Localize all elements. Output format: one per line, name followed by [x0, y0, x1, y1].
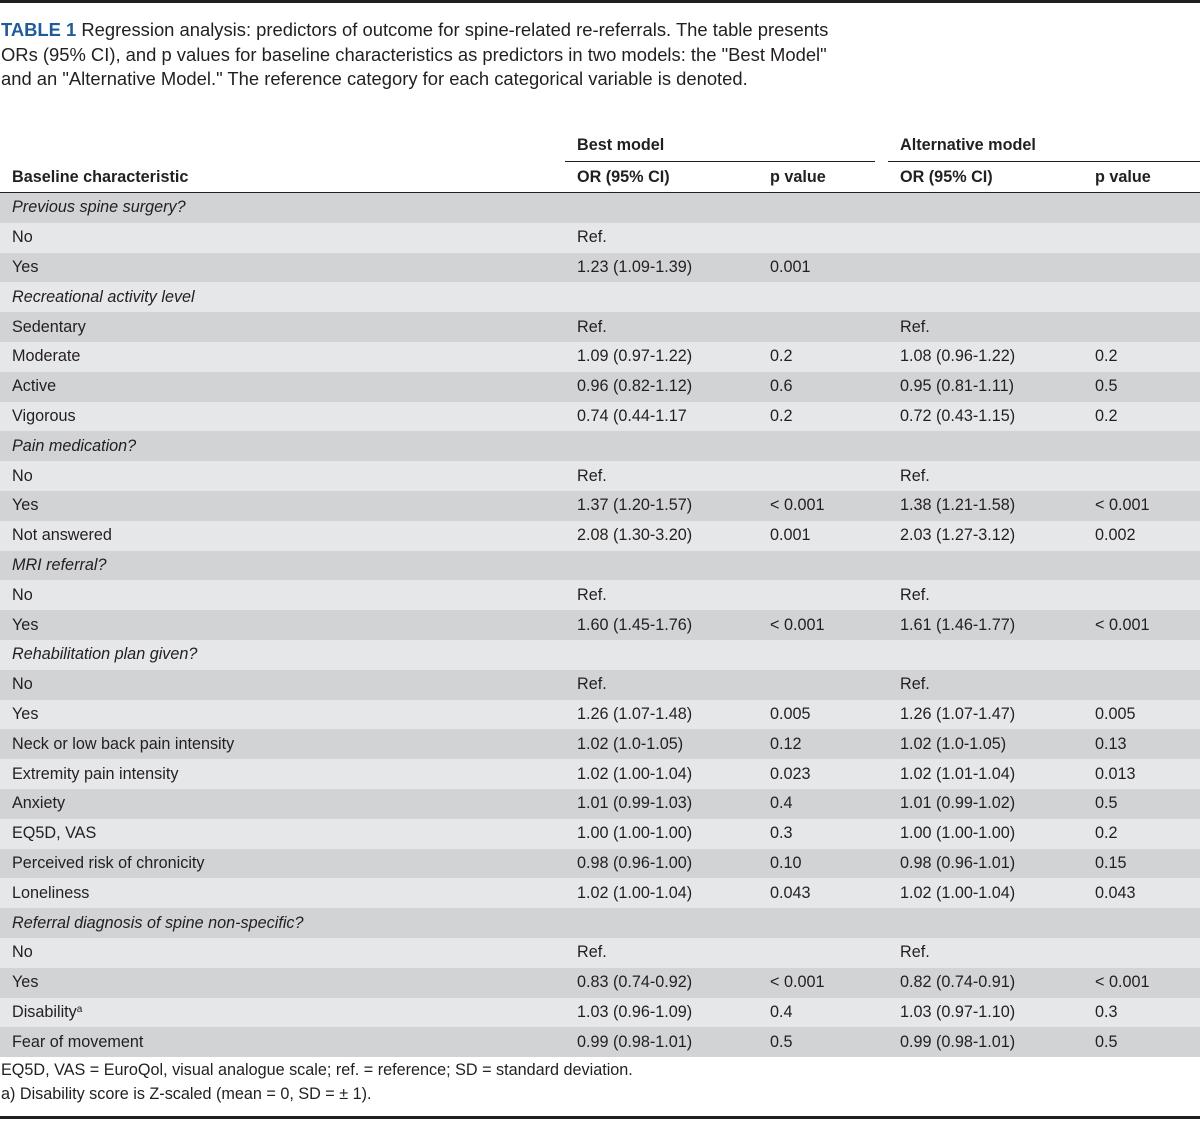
alt-p-cell: 0.5 — [1083, 372, 1200, 402]
row-label: Yes — [0, 968, 565, 998]
best-or-cell: Ref. — [565, 938, 758, 968]
row-label: Yes — [0, 253, 565, 283]
caption-label: TABLE 1 — [1, 19, 77, 40]
best-p-cell: < 0.001 — [758, 491, 888, 521]
alt-p-cell: 0.3 — [1083, 998, 1200, 1028]
alt-or-cell: Ref. — [888, 461, 1083, 491]
row-label: Anxiety — [0, 789, 565, 819]
alt-p-cell: 0.5 — [1083, 789, 1200, 819]
col-best-p: p value — [758, 162, 888, 193]
alt-or-cell: 1.08 (0.96-1.22) — [888, 342, 1083, 372]
alt-p-cell: < 0.001 — [1083, 610, 1200, 640]
row-label: Not answered — [0, 521, 565, 551]
best-p-cell: 0.6 — [758, 372, 888, 402]
alt-or-cell: 1.26 (1.07-1.47) — [888, 700, 1083, 730]
best-or-cell: Ref. — [565, 223, 758, 253]
best-p-cell: 0.001 — [758, 521, 888, 551]
best-p-cell — [758, 580, 888, 610]
table-footnotes — [1, 1058, 1196, 1106]
best-or-cell: 1.37 (1.20-1.57) — [565, 491, 758, 521]
best-p-cell: 0.043 — [758, 878, 888, 908]
best-or-cell: 0.98 (0.96-1.00) — [565, 849, 758, 879]
row-label: Pain medication? — [0, 431, 565, 461]
best-p-cell — [758, 193, 888, 223]
alt-or-cell: 0.72 (0.43-1.15) — [888, 402, 1083, 432]
best-or-cell: 0.99 (0.98-1.01) — [565, 1027, 758, 1057]
best-or-cell: 1.02 (1.00-1.04) — [565, 759, 758, 789]
alt-or-cell: 1.02 (1.0-1.05) — [888, 729, 1083, 759]
alt-or-cell — [888, 908, 1083, 938]
alt-or-cell: 1.01 (0.99-1.02) — [888, 789, 1083, 819]
table-row — [0, 759, 1200, 789]
section-row — [0, 431, 1200, 461]
best-or-cell: 0.83 (0.74-0.92) — [565, 968, 758, 998]
table-row — [0, 521, 1200, 551]
best-p-cell: 0.4 — [758, 998, 888, 1028]
alt-p-cell: 0.005 — [1083, 700, 1200, 730]
section-row — [0, 640, 1200, 670]
alternative-model-header: Alternative model — [888, 130, 1200, 162]
section-row — [0, 193, 1200, 223]
table-row — [0, 729, 1200, 759]
alt-or-cell: Ref. — [888, 938, 1083, 968]
row-label: Previous spine surgery? — [0, 193, 565, 223]
table-row — [0, 491, 1200, 521]
table-row — [0, 223, 1200, 253]
best-or-cell — [565, 431, 758, 461]
model-header-row — [0, 130, 1200, 162]
best-or-cell: 1.02 (1.0-1.05) — [565, 729, 758, 759]
row-label: No — [0, 938, 565, 968]
best-p-cell: 0.023 — [758, 759, 888, 789]
alt-p-cell — [1083, 640, 1200, 670]
best-or-cell: 2.08 (1.30-3.20) — [565, 521, 758, 551]
alt-p-cell — [1083, 908, 1200, 938]
best-p-cell: 0.4 — [758, 789, 888, 819]
footnote-disability: a) Disability score is Z-scaled (mean = 0, SD = ± 1). — [1, 1085, 372, 1103]
row-label: MRI referral? — [0, 551, 565, 581]
row-label: Recreational activity level — [0, 282, 565, 312]
alt-p-cell: 0.2 — [1083, 402, 1200, 432]
alt-p-cell — [1083, 670, 1200, 700]
best-p-cell — [758, 282, 888, 312]
best-or-cell: Ref. — [565, 580, 758, 610]
best-or-cell: Ref. — [565, 461, 758, 491]
best-p-cell: 0.2 — [758, 342, 888, 372]
table-caption — [1, 18, 831, 92]
best-p-cell: 0.10 — [758, 849, 888, 879]
alt-or-cell — [888, 551, 1083, 581]
best-or-cell: Ref. — [565, 670, 758, 700]
alt-p-cell: 0.15 — [1083, 849, 1200, 879]
row-label: Yes — [0, 491, 565, 521]
row-label: Disability$^a$ — [0, 998, 565, 1028]
alt-or-cell: 0.95 (0.81-1.11) — [888, 372, 1083, 402]
alt-or-cell — [888, 282, 1083, 312]
table-row — [0, 372, 1200, 402]
alt-or-cell: Ref. — [888, 312, 1083, 342]
best-model-header: Best model — [565, 130, 888, 162]
alt-p-cell: 0.002 — [1083, 521, 1200, 551]
best-p-cell — [758, 312, 888, 342]
table-row — [0, 580, 1200, 610]
best-or-cell: 1.23 (1.09-1.39) — [565, 253, 758, 283]
alt-p-cell — [1083, 551, 1200, 581]
alt-p-cell — [1083, 580, 1200, 610]
best-p-cell — [758, 431, 888, 461]
best-p-cell: < 0.001 — [758, 968, 888, 998]
alt-or-cell — [888, 640, 1083, 670]
table-row — [0, 968, 1200, 998]
alt-or-cell: 1.02 (1.01-1.04) — [888, 759, 1083, 789]
alt-or-cell: 1.02 (1.00-1.04) — [888, 878, 1083, 908]
table-row — [0, 849, 1200, 879]
alt-or-cell: 1.03 (0.97-1.10) — [888, 998, 1083, 1028]
alt-p-cell — [1083, 223, 1200, 253]
best-p-cell: < 0.001 — [758, 610, 888, 640]
alt-p-cell: < 0.001 — [1083, 968, 1200, 998]
regression-table — [0, 130, 1200, 1057]
table-row — [0, 700, 1200, 730]
row-label: Fear of movement — [0, 1027, 565, 1057]
table-row — [0, 1027, 1200, 1057]
row-label: Yes — [0, 700, 565, 730]
alt-or-cell: Ref. — [888, 670, 1083, 700]
best-p-cell — [758, 551, 888, 581]
alt-or-cell: 0.82 (0.74-0.91) — [888, 968, 1083, 998]
col-alt-p: p value — [1083, 162, 1200, 193]
row-label: Neck or low back pain intensity — [0, 729, 565, 759]
table-row — [0, 670, 1200, 700]
alt-or-cell: Ref. — [888, 580, 1083, 610]
best-or-cell: 1.60 (1.45-1.76) — [565, 610, 758, 640]
table-row — [0, 789, 1200, 819]
row-label: Active — [0, 372, 565, 402]
best-p-cell: 0.12 — [758, 729, 888, 759]
row-label: Yes — [0, 610, 565, 640]
footnote-marker: a — [76, 1003, 83, 1015]
alt-p-cell — [1083, 461, 1200, 491]
best-p-cell: 0.001 — [758, 253, 888, 283]
col-baseline-characteristic: Baseline characteristic — [0, 162, 565, 193]
bottom-rule — [0, 1116, 1200, 1119]
table-row — [0, 312, 1200, 342]
row-label: No — [0, 223, 565, 253]
alt-p-cell: 0.2 — [1083, 342, 1200, 372]
alt-p-cell: 0.2 — [1083, 819, 1200, 849]
alt-p-cell — [1083, 282, 1200, 312]
row-label: Sedentary — [0, 312, 565, 342]
best-or-cell: 1.00 (1.00-1.00) — [565, 819, 758, 849]
alt-or-cell — [888, 223, 1083, 253]
alt-p-cell: 0.13 — [1083, 729, 1200, 759]
best-p-cell: 0.5 — [758, 1027, 888, 1057]
best-or-cell: 1.02 (1.00-1.04) — [565, 878, 758, 908]
row-label: Rehabilitation plan given? — [0, 640, 565, 670]
best-p-cell — [758, 223, 888, 253]
alt-or-cell — [888, 431, 1083, 461]
section-row — [0, 551, 1200, 581]
section-row — [0, 282, 1200, 312]
best-p-cell — [758, 640, 888, 670]
best-p-cell — [758, 461, 888, 491]
alt-or-cell: 2.03 (1.27-3.12) — [888, 521, 1083, 551]
footnote-abbreviations: EQ5D, VAS = EuroQol, visual analogue scale; ref. = reference; SD = standard deviation. — [1, 1061, 633, 1079]
best-p-cell — [758, 938, 888, 968]
col-best-or: OR (95% CI) — [565, 162, 758, 193]
alt-p-cell — [1083, 431, 1200, 461]
alt-or-cell: 1.38 (1.21-1.58) — [888, 491, 1083, 521]
best-or-cell: 1.26 (1.07-1.48) — [565, 700, 758, 730]
row-label: EQ5D, VAS — [0, 819, 565, 849]
alt-or-cell: 1.61 (1.46-1.77) — [888, 610, 1083, 640]
row-label: Moderate — [0, 342, 565, 372]
best-p-cell — [758, 670, 888, 700]
section-row — [0, 908, 1200, 938]
best-or-cell — [565, 551, 758, 581]
column-header-row — [0, 162, 1200, 193]
alt-p-cell — [1083, 938, 1200, 968]
table-row — [0, 819, 1200, 849]
table-row — [0, 938, 1200, 968]
alt-p-cell: 0.5 — [1083, 1027, 1200, 1057]
best-or-cell: 0.74 (0.44-1.17 — [565, 402, 758, 432]
alt-or-cell — [888, 193, 1083, 223]
alt-p-cell — [1083, 193, 1200, 223]
alt-or-cell: 1.00 (1.00-1.00) — [888, 819, 1083, 849]
best-or-cell — [565, 282, 758, 312]
alt-p-cell: 0.043 — [1083, 878, 1200, 908]
col-alt-or: OR (95% CI) — [888, 162, 1083, 193]
row-label: Vigorous — [0, 402, 565, 432]
top-rule — [0, 0, 1200, 3]
caption-text: Regression analysis: predictors of outcome for spine-related re-referrals. The table presents ORs (95% CI), and p values for baseline characteristics as predictors in two models: the "Best Model" and an "Alternative Model." The reference category for each categorical variable is denoted. — [1, 19, 829, 89]
table-row — [0, 610, 1200, 640]
table-row — [0, 461, 1200, 491]
best-p-cell: 0.005 — [758, 700, 888, 730]
row-label: Perceived risk of chronicity — [0, 849, 565, 879]
best-p-cell: 0.2 — [758, 402, 888, 432]
row-label: No — [0, 670, 565, 700]
alt-or-cell: 0.99 (0.98-1.01) — [888, 1027, 1083, 1057]
best-or-cell — [565, 640, 758, 670]
table-row — [0, 878, 1200, 908]
best-or-cell: 1.01 (0.99-1.03) — [565, 789, 758, 819]
best-or-cell — [565, 193, 758, 223]
alt-p-cell: 0.013 — [1083, 759, 1200, 789]
row-label: No — [0, 580, 565, 610]
alt-or-cell — [888, 253, 1083, 283]
table-body — [0, 193, 1200, 1058]
best-or-cell — [565, 908, 758, 938]
table-row — [0, 998, 1200, 1028]
alt-p-cell — [1083, 253, 1200, 283]
best-or-cell: Ref. — [565, 312, 758, 342]
best-p-cell — [758, 908, 888, 938]
best-or-cell: 0.96 (0.82-1.12) — [565, 372, 758, 402]
table-row — [0, 253, 1200, 283]
row-label: Loneliness — [0, 878, 565, 908]
table-row — [0, 342, 1200, 372]
table-row — [0, 402, 1200, 432]
alt-or-cell: 0.98 (0.96-1.01) — [888, 849, 1083, 879]
best-or-cell: 1.09 (0.97-1.22) — [565, 342, 758, 372]
row-label: Referral diagnosis of spine non-specific? — [0, 908, 565, 938]
best-or-cell: 1.03 (0.96-1.09) — [565, 998, 758, 1028]
row-label: No — [0, 461, 565, 491]
alt-p-cell: < 0.001 — [1083, 491, 1200, 521]
row-label: Extremity pain intensity — [0, 759, 565, 789]
alt-p-cell — [1083, 312, 1200, 342]
best-p-cell: 0.3 — [758, 819, 888, 849]
